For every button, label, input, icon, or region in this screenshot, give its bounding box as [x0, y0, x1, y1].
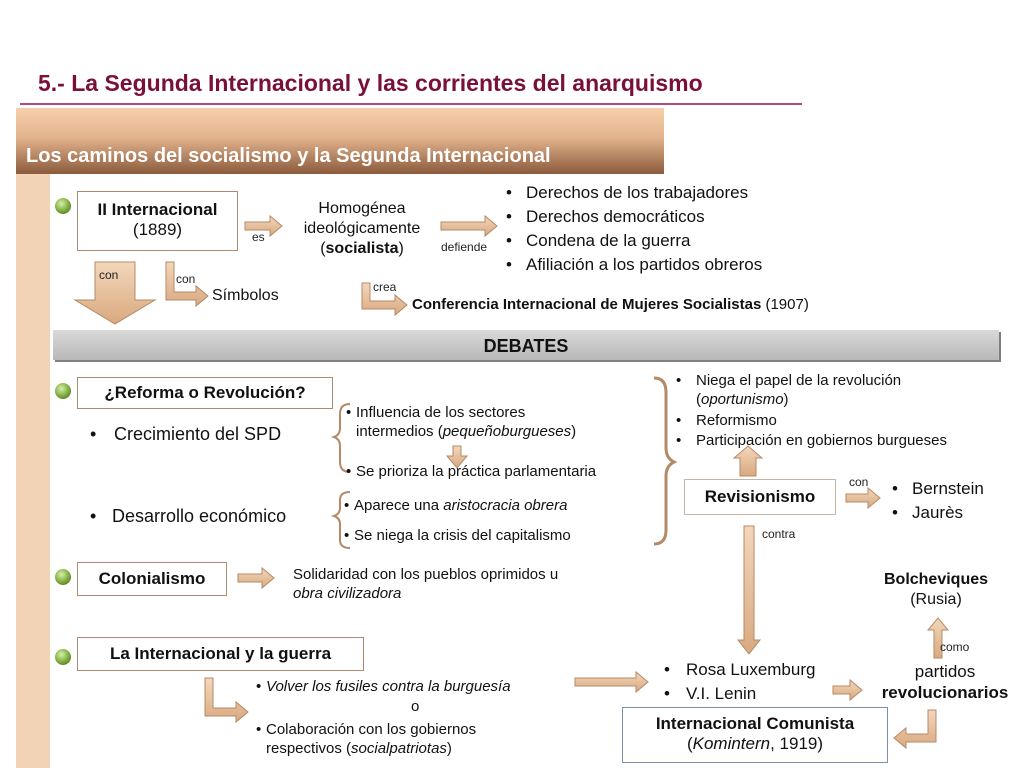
arrow-leaders-right [833, 680, 862, 700]
crecimiento-item: • Crecimiento del SPD [90, 424, 282, 444]
homogenea-line3: (socialista) [320, 240, 404, 257]
leaders-list [664, 658, 815, 706]
influencia-item: • Influencia de los sectores intermedios (pequeñoburgueses) [346, 404, 577, 440]
bullet-circle-colonialismo [55, 569, 71, 585]
desarrollo-item: • Desarrollo económico [90, 506, 287, 526]
arrow-colonialismo [238, 568, 274, 588]
guerra-o: o [411, 698, 420, 715]
partidos-block [860, 661, 1024, 704]
guerra-name: La Internacional y la guerra [109, 644, 332, 663]
revisionismo-list [676, 372, 947, 451]
komintern-box [622, 707, 888, 763]
revisionismo-box [684, 479, 836, 515]
niega-item: • Se niega la crisis del capitalismo [344, 527, 571, 544]
bolcheviques-place: (Rusia) [910, 591, 962, 608]
colonialismo-text-line1: Solidaridad con los pueblos oprimidos u [293, 566, 559, 583]
internacional-name: II Internacional [97, 200, 218, 219]
defiende-item: • Condena de la guerra [506, 231, 691, 250]
label-defiende: defiende [441, 240, 488, 254]
simbolos-text: Símbolos [212, 287, 279, 304]
label-crea: crea [373, 280, 397, 294]
guerra-option1: • Volver los fusiles contra la burguesía [256, 678, 511, 695]
label-con-down: con [99, 268, 119, 282]
prioriza-item: • Se prioriza la práctica parlamentaria [346, 463, 597, 480]
revisionismo-name: Revisionismo [704, 487, 816, 506]
defiende-item: • Derechos de los trabajadores [506, 183, 749, 202]
bullet-circle-guerra [55, 649, 71, 665]
label-como: como [940, 640, 970, 654]
defiende-item: • Derechos democráticos [506, 207, 705, 226]
arrow-defiende [441, 216, 497, 236]
bolcheviques-name: Bolcheviques [883, 571, 989, 588]
guerra-option2: • Colaboración con los gobiernos respectivos (socialpatriotas) [256, 721, 477, 757]
label-es: es [252, 230, 265, 244]
label-contra: contra [762, 527, 796, 541]
komintern-name: Internacional Comunista [655, 714, 855, 733]
author-item: • Jaurès [892, 503, 964, 522]
arrow-guerra-right [575, 672, 648, 692]
arrow-con-bernstein [846, 488, 880, 508]
bullet-circle-reforma [55, 383, 71, 399]
conferencia-text: Conferencia Internacional de Mujeres Socialistas (1907) [412, 296, 809, 313]
homogenea-line1: Homogénea [318, 200, 406, 217]
authors-list [892, 477, 984, 525]
colonialismo-box [77, 562, 227, 596]
leader-item: • V.I. Lenin [664, 684, 757, 703]
label-con-simbolos: con [176, 272, 196, 286]
komintern-detail: (Komintern, 1919) [686, 734, 824, 753]
homogenea-block [284, 199, 440, 259]
revisionismo-item: • Participación en gobiernos burgueses [676, 432, 947, 450]
slide-title: 5.- La Segunda Internacional y las corrientes del anarquismo [38, 70, 703, 96]
author-item: • Bernstein [892, 479, 984, 498]
revisionismo-item-cont: (oportunismo) [696, 390, 789, 408]
arrow-contra-down [738, 526, 760, 654]
internacional-box [77, 191, 238, 251]
colonialismo-text [293, 566, 558, 604]
homogenea-line2: ideológicamente [303, 220, 421, 237]
defiende-list [506, 181, 762, 277]
guerra-box [77, 637, 364, 671]
arrow-l-guerra [205, 678, 248, 722]
revisionismo-item: • Reformismo [676, 411, 777, 429]
revisionismo-item: • Niega el papel de la revolución [676, 372, 902, 389]
aparece-item: • Aparece una aristocracia obrera [344, 497, 568, 514]
section-banner-title: Los caminos del socialismo y la Segunda Internacional [26, 145, 551, 167]
bullet-circle-internacional [55, 198, 71, 214]
internacional-year: (1889) [132, 220, 183, 239]
leader-item: • Rosa Luxemburg [664, 660, 816, 679]
arrow-l-komintern [894, 710, 936, 748]
bolcheviques-block [862, 570, 1010, 610]
partidos-line2: revolucionarios [881, 683, 1009, 703]
brace-big-right [654, 378, 674, 544]
colonialismo-name: Colonialismo [98, 569, 206, 588]
colonialismo-text-line2: obra civilizadora [293, 584, 402, 602]
label-con-authors: con [849, 475, 869, 489]
reforma-title: ¿Reforma o Revolución? [104, 383, 306, 402]
debates-label: DEBATES [483, 336, 569, 356]
defiende-item: • Afiliación a los partidos obreros [506, 255, 763, 274]
partidos-line1: partidos [914, 662, 976, 681]
reforma-box [77, 377, 333, 409]
